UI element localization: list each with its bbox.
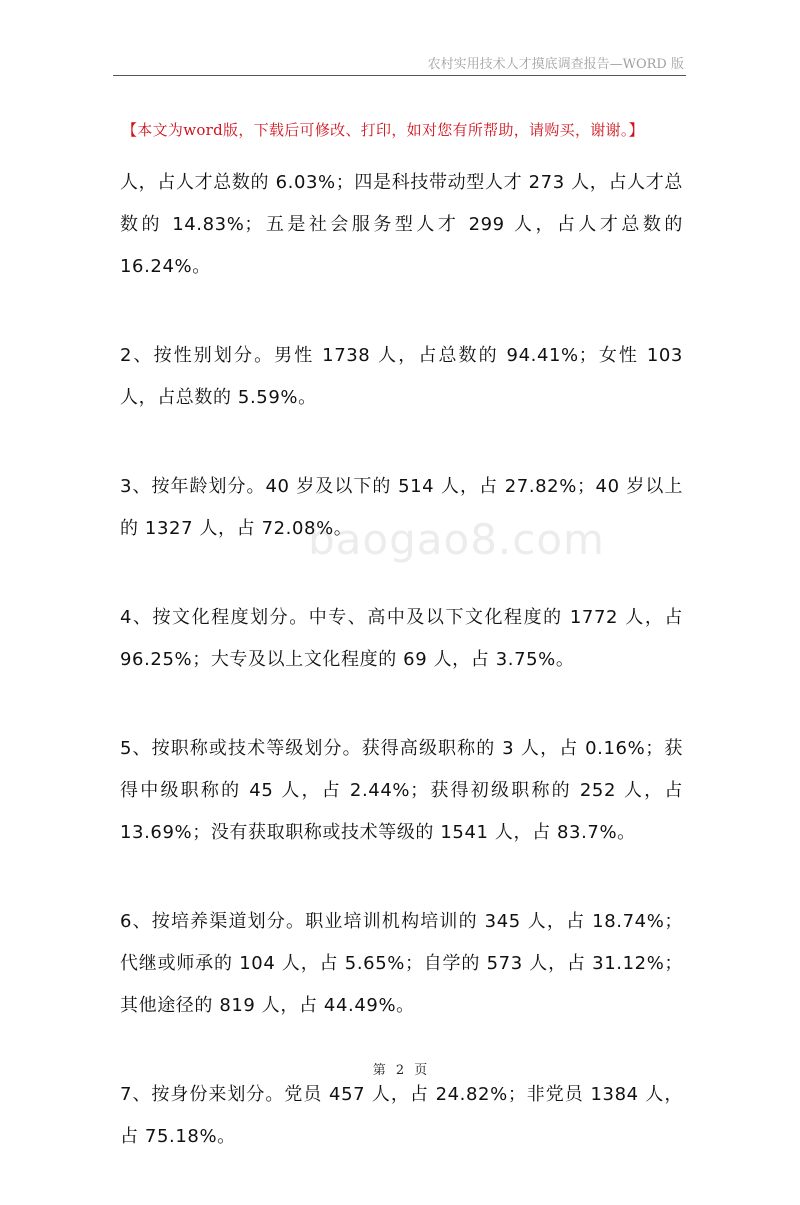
footer-prefix: 第 <box>372 1063 386 1078</box>
header-divider <box>113 75 686 76</box>
paragraph-by-training-channel: 6、按培养渠道划分。职业培训机构培训的 345 人，占 18.74%；代继或师承的 104 人，占 5.65%；自学的 573 人，占 31.12%；其他途径的 819 人，占 44.49%。 <box>120 911 683 1016</box>
paragraph-talent-types-continued: 人，占人才总数的 6.03%；四是科技带动型人才 273 人，占人才总数的 14.83%；五是社会服务型人才 299 人，占人才总数的 16.24%。 <box>120 172 683 277</box>
paragraph-by-identity: 7、按身份来划分。党员 457 人，占 24.82%；非党员 1384 人，占 75.18%。 <box>120 1084 683 1147</box>
paragraph-by-title: 5、按职称或技术等级划分。获得高级职称的 3 人，占 0.16%；获得中级职称的 45 人，占 2.44%；获得初级职称的 252 人，占 13.69%；没有获取职称或技术等级的 1541 人，占 83.7%。 <box>120 738 683 843</box>
footer-suffix: 页 <box>414 1063 428 1078</box>
paragraph-by-age: 3、按年龄划分。40 岁及以下的 514 人，占 27.82%；40 岁以上的 1327 人，占 72.08%。 <box>120 476 683 539</box>
download-notice: 【本文为word版，下载后可修改、打印，如对您有所帮助，请购买，谢谢。】 <box>122 121 644 139</box>
document-body <box>120 162 683 1205</box>
paragraph-by-education: 4、按文化程度划分。中专、高中及以下文化程度的 1772 人，占 96.25%；大专及以上文化程度的 69 人，占 3.75%。 <box>120 607 683 670</box>
page-footer <box>0 1059 800 1078</box>
page-number: 2 <box>395 1063 405 1078</box>
header-title: 农村实用技术人才摸底调查报告—WORD 版 <box>427 57 684 72</box>
watermark-text: baogao8.com <box>308 515 605 564</box>
paragraph-by-gender: 2、按性别划分。男性 1738 人，占总数的 94.41%；女性 103 人，占总数的 5.59%。 <box>120 345 683 408</box>
